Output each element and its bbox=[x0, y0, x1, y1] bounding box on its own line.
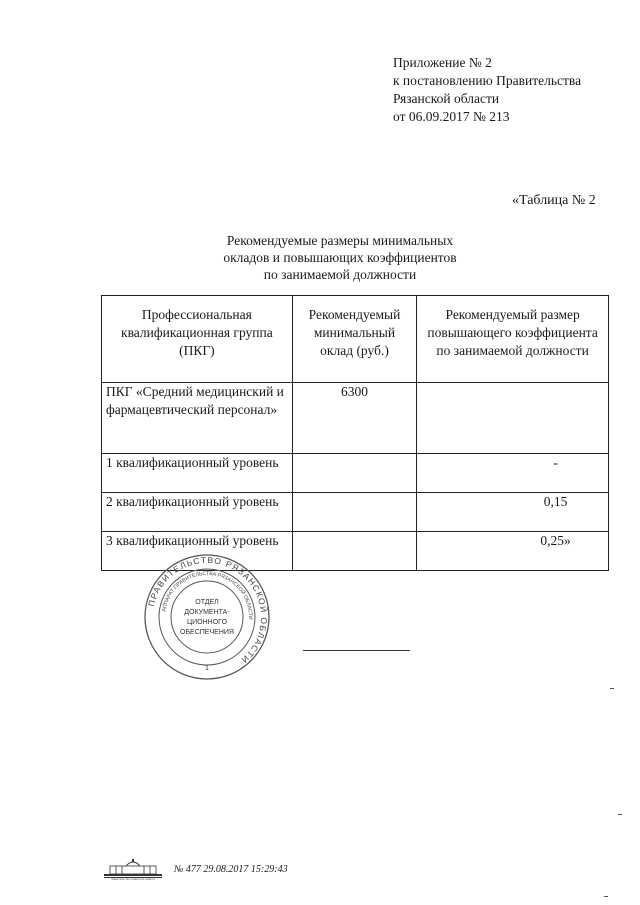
title-line-3: по занимаемой должности bbox=[263, 267, 417, 282]
cell-salary: 6300 bbox=[292, 383, 416, 454]
stamp-center-line-1: ОТДЕЛ bbox=[195, 599, 219, 606]
table-header-row bbox=[102, 296, 609, 383]
scan-mark bbox=[618, 814, 622, 815]
stamp-center-line-4: ОБЕСПЕЧЕНИЯ bbox=[180, 629, 234, 636]
table-row bbox=[102, 454, 609, 493]
appendix-number: Приложение № 2 bbox=[393, 55, 492, 70]
appendix-region: Рязанской области bbox=[393, 91, 500, 106]
cell-group: 3 квалификационный уровень bbox=[102, 532, 293, 571]
header-group: Профессиональная квалификационная группа (ПКГ) bbox=[102, 296, 293, 383]
scan-mark bbox=[604, 896, 608, 897]
cell-group: ПКГ «Средний медицинский и фармацевтический персонал» bbox=[102, 383, 293, 454]
stamp-center-line-2: ДОКУМЕНТА- bbox=[184, 609, 230, 616]
cell-coefficient: 0,25» bbox=[417, 532, 609, 571]
document-title bbox=[190, 232, 490, 283]
cell-coefficient bbox=[417, 383, 609, 454]
coefficients-table bbox=[101, 295, 609, 571]
appendix-header bbox=[393, 54, 581, 126]
table-label: «Таблица № 2 bbox=[512, 193, 596, 208]
cell-group: 2 квалификационный уровень bbox=[102, 493, 293, 532]
table-row bbox=[102, 383, 609, 454]
cell-salary bbox=[292, 532, 416, 571]
registration-footer bbox=[102, 858, 288, 880]
header-salary: Рекомендуемый минимальный оклад (руб.) bbox=[292, 296, 416, 383]
scan-mark bbox=[610, 688, 614, 689]
logo-caption: ПРАВИТЕЛЬСТВО РЯЗАНСКОЙ ОБЛАСТИ bbox=[111, 878, 155, 880]
stamp-center-line-3: ЦИОННОГО bbox=[186, 619, 228, 626]
cell-group: 1 квалификационный уровень bbox=[102, 454, 293, 493]
stamp-outer-text: ПРАВИТЕЛЬСТВО РЯЗАНСКОЙ ОБЛАСТИ bbox=[146, 554, 270, 666]
registration-reference: № 477 29.08.2017 15:29:43 bbox=[174, 863, 288, 875]
stamp-number: 1 bbox=[205, 665, 209, 672]
table-row bbox=[102, 493, 609, 532]
stamp-inner-text: АППАРАТ ПРАВИТЕЛЬСТВА РЯЗАНСКОЙ ОБЛАСТИ bbox=[161, 570, 254, 620]
appendix-date-number: от 06.09.2017 № 213 bbox=[393, 109, 510, 124]
cell-salary bbox=[292, 454, 416, 493]
signature-line bbox=[303, 650, 410, 651]
official-stamp bbox=[143, 553, 271, 681]
government-building-logo bbox=[102, 858, 164, 880]
header-coefficient: Рекомендуемый размер повышающего коэффициента по занимаемой должности bbox=[417, 296, 609, 383]
cell-coefficient: - bbox=[417, 454, 609, 493]
appendix-resolution-ref: к постановлению Правительства bbox=[393, 73, 582, 88]
cell-coefficient: 0,15 bbox=[417, 493, 609, 532]
title-line-1: Рекомендуемые размеры минимальных bbox=[226, 233, 454, 248]
cell-salary bbox=[292, 493, 416, 532]
title-line-2: окладов и повышающих коэффициентов bbox=[223, 250, 457, 265]
